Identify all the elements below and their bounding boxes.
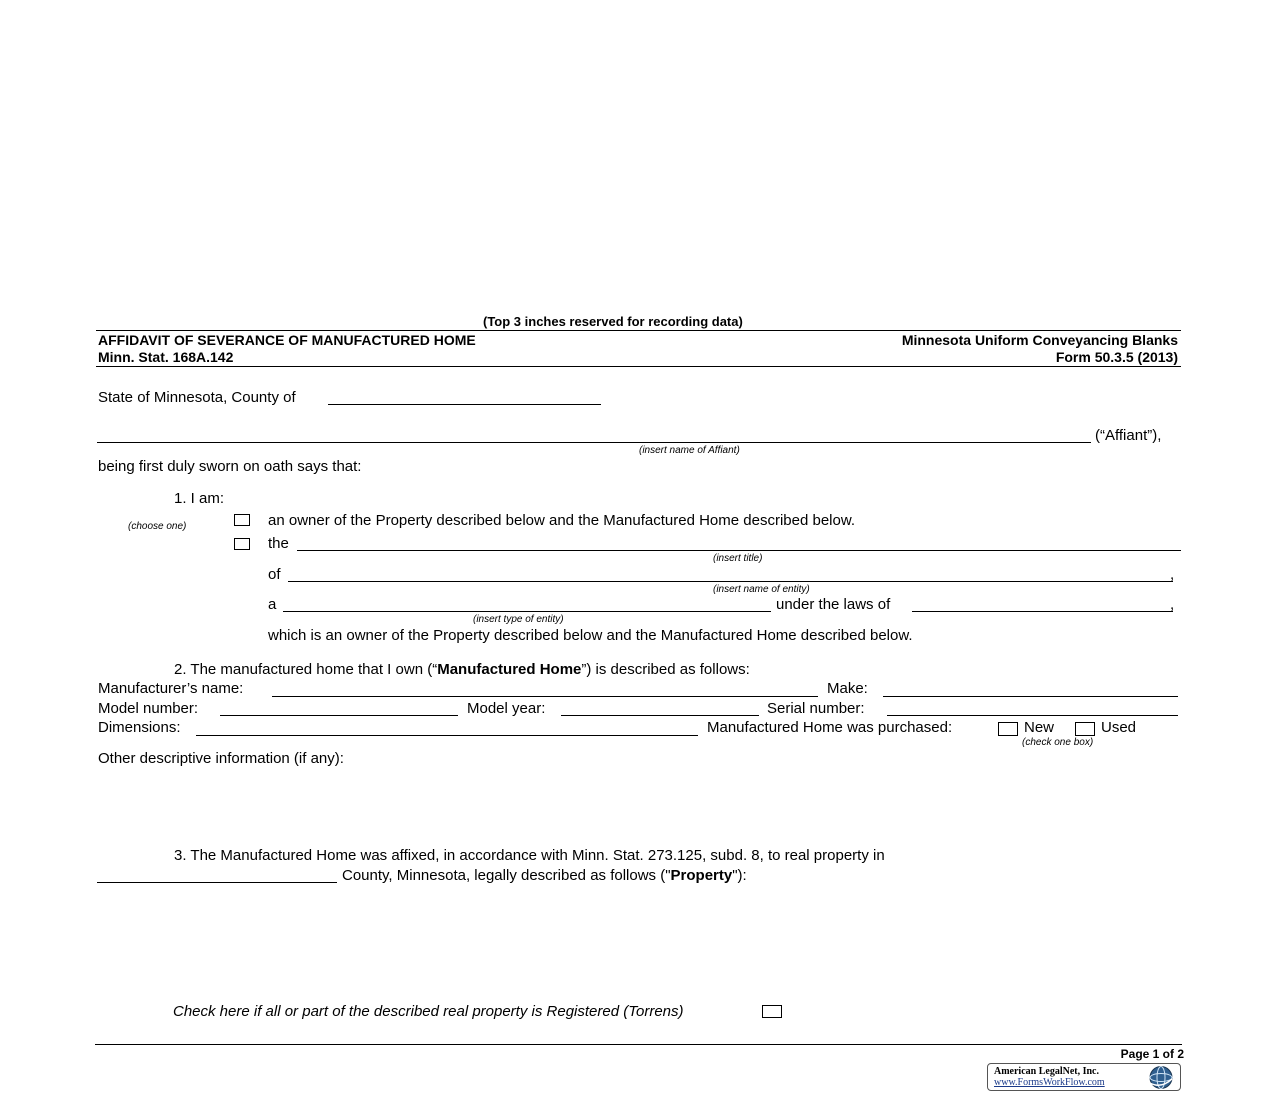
purchased-label: Manufactured Home was purchased:	[707, 719, 953, 736]
entity-type-field[interactable]	[283, 611, 771, 612]
affiant-suffix: (“Affiant”),	[1095, 427, 1162, 444]
entity-owner-text: which is an owner of the Property described below and the Manufactured Home described below.	[268, 627, 913, 644]
model-year-field[interactable]	[561, 715, 759, 716]
model-year-label: Model year:	[467, 700, 546, 717]
entity-comma: ,	[1170, 566, 1175, 583]
torrens-text: Check here if all or part of the described real property is Registered (Torrens)	[173, 1003, 684, 1020]
torrens-checkbox[interactable]	[762, 1005, 782, 1018]
title-hint: (insert title)	[713, 553, 763, 564]
property-county-field[interactable]	[97, 882, 337, 883]
owner-checkbox[interactable]	[234, 514, 250, 526]
new-label: New	[1024, 719, 1055, 736]
model-number-field[interactable]	[220, 715, 458, 716]
logo-company: American LegalNet, Inc.	[994, 1066, 1099, 1077]
check-one-hint: (check one box)	[1022, 737, 1094, 748]
dimensions-label: Dimensions:	[98, 719, 181, 736]
representative-checkbox[interactable]	[234, 538, 250, 550]
page-number: Page 1 of 2	[1120, 1047, 1184, 1061]
new-checkbox[interactable]	[998, 722, 1018, 736]
section-1-heading: 1. I am:	[174, 490, 225, 507]
dimensions-field[interactable]	[196, 735, 698, 736]
other-info-label: Other descriptive information (if any):	[98, 750, 344, 767]
legal-description-intro: County, Minnesota, legally described as follows ("Property"):	[342, 867, 747, 884]
used-label: Used	[1101, 719, 1137, 736]
manufacturer-field[interactable]	[272, 696, 818, 697]
owner-option-text: an owner of the Property described below and the Manufactured Home described below.	[268, 512, 856, 529]
a-label: a	[268, 596, 277, 613]
statute-citation: Minn. Stat. 168A.142	[98, 349, 234, 365]
venue-label: State of Minnesota, County of	[98, 389, 296, 406]
logo-url[interactable]: www.FormsWorkFlow.com	[994, 1077, 1105, 1088]
affiant-name-hint: (insert name of Affiant)	[639, 445, 740, 456]
form-number: Form 50.3.5 (2013)	[1055, 349, 1178, 365]
globe-icon	[1145, 1065, 1177, 1090]
model-number-label: Model number:	[98, 700, 199, 717]
header-top-rule	[96, 330, 1181, 331]
serial-number-label: Serial number:	[767, 700, 865, 717]
make-label: Make:	[827, 680, 868, 697]
sworn-statement: being first duly sworn on oath says that:	[98, 458, 362, 475]
jurisdiction-comma: ,	[1170, 596, 1175, 613]
entity-type-hint: (insert type of entity)	[473, 614, 564, 625]
title-field[interactable]	[297, 550, 1181, 551]
make-field[interactable]	[883, 696, 1178, 697]
header-bottom-rule	[96, 366, 1181, 367]
jurisdiction-field[interactable]	[912, 611, 1173, 612]
section-3-heading: 3. The Manufactured Home was affixed, in accordance with Minn. Stat. 273.125, subd. 8, to real property in	[174, 847, 885, 864]
section-2-heading: 2. The manufactured home that I own (“Manufactured Home”) is described as follows:	[174, 661, 750, 678]
county-field[interactable]	[328, 404, 601, 405]
used-checkbox[interactable]	[1075, 722, 1095, 736]
the-label: the	[268, 535, 289, 552]
entity-name-field[interactable]	[288, 581, 1173, 582]
affiant-name-field[interactable]	[97, 442, 1091, 443]
of-label: of	[268, 566, 281, 583]
form-title: AFFIDAVIT OF SEVERANCE OF MANUFACTURED HOME	[98, 332, 476, 348]
laws-label: under the laws of	[776, 596, 891, 613]
choose-one-hint: (choose one)	[128, 521, 187, 532]
publisher-logo	[987, 1063, 1181, 1091]
recording-reserved-note: (Top 3 inches reserved for recording data)	[483, 314, 743, 329]
entity-name-hint: (insert name of entity)	[713, 584, 810, 595]
footer-rule	[95, 1044, 1182, 1045]
serial-number-field[interactable]	[887, 715, 1178, 716]
form-series: Minnesota Uniform Conveyancing Blanks	[901, 332, 1178, 348]
manufacturer-label: Manufacturer’s name:	[98, 680, 244, 697]
